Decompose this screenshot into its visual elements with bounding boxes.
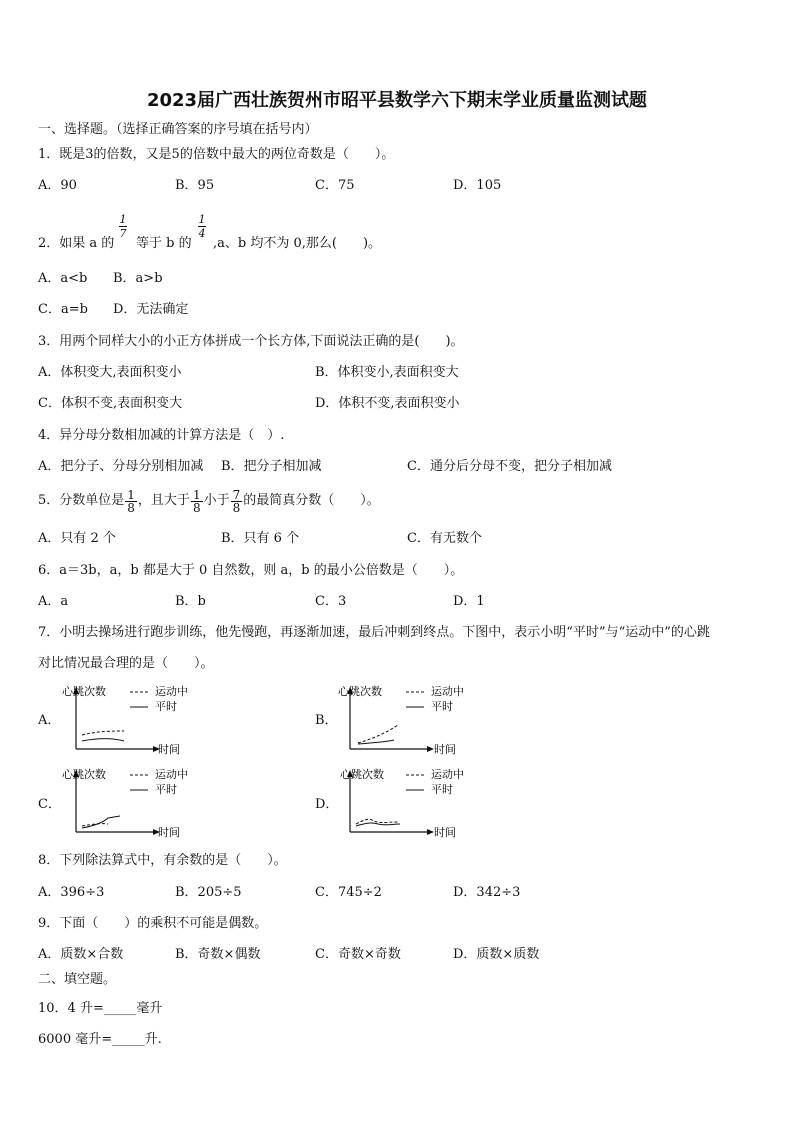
section-heading-fill: 二、填空题。 [38, 972, 117, 987]
q5-fraction-unit: $\frac{1}{8}$ [127, 487, 135, 515]
q7-graph-a [58, 683, 198, 759]
q5-text-4: 的最简真分数（ ）。 [243, 493, 380, 508]
legend-solid-label: 平时 [155, 700, 177, 713]
q3-option-a: A．体积变大,表面积变小 [38, 365, 182, 380]
q7-graph-b [332, 683, 482, 759]
q2-fraction-2: 1 4 [198, 213, 206, 240]
question-5 [38, 486, 380, 516]
q8-option-d: D．342÷3 [453, 885, 521, 900]
y-axis-label: 心跳次数 [340, 768, 384, 781]
legend-solid-label: 平时 [155, 783, 177, 796]
question-4: 4．异分母分数相加减的计算方法是（ ）. [38, 428, 285, 443]
y-axis-label: 心跳次数 [62, 768, 106, 781]
series-normal-line [356, 823, 400, 826]
q5-text-3: 小于 [203, 493, 230, 508]
x-axis-arrow-icon [427, 829, 434, 835]
q5-fraction-upper: $\frac{7}{8}$ [232, 487, 241, 515]
q7-option-b-label: B． [315, 713, 338, 728]
q9-option-a: A．质数×合数 [38, 947, 124, 962]
question-8: 8．下列除法算式中，有余数的是（ ）。 [38, 853, 287, 868]
q3-option-b: B．体积变小,表面积变大 [315, 365, 459, 380]
q3-option-d: D．体积不变,表面积变小 [315, 396, 460, 411]
series-normal-line [358, 740, 394, 744]
question-7-line-2: 对比情况最合理的是（ ）。 [38, 656, 214, 671]
q2-option-b: B．a>b [113, 271, 163, 286]
q5-option-c: C．有无数个 [407, 531, 482, 546]
legend-dashed-label: 运动中 [155, 768, 188, 781]
q6-option-a: A．a [38, 594, 69, 609]
question-7-line-1: 7．小明去操场进行跑步训练，他先慢跑，再逐渐加速，最后冲刺到终点。下图中，表示小明“平时”与“运动中”的心跳 [38, 625, 710, 640]
q7-option-c-label: C． [38, 797, 61, 812]
legend-dashed-label: 运动中 [431, 685, 464, 698]
q1-option-a: A．90 [38, 178, 77, 193]
x-axis-label: 时间 [434, 743, 456, 756]
page-title: 2023届广西壮族贺州市昭平县数学六下期末学业质量监测试题 [146, 90, 648, 111]
q5-text-2: ，且大于 [137, 493, 190, 508]
question-2-suffix: ,a、b 均不为 0,那么( )。 [213, 236, 382, 251]
q7-option-a-label: A． [38, 713, 61, 728]
q4-option-a: A．把分子、分母分别相加减 [38, 459, 204, 474]
q4-option-c: C．通分后分母不变，把分子相加减 [407, 459, 612, 474]
q2-option-c: C．a=b [38, 302, 88, 317]
question-1: 1．既是3的倍数，又是5的倍数中最大的两位奇数是（ ）。 [38, 147, 395, 162]
question-2-prefix: 2．如果 a 的 [38, 236, 115, 251]
q1-option-d: D．105 [453, 178, 502, 193]
question-3: 3．用两个同样大小的小正方体拼成一个长方体,下面说法正确的是( )。 [38, 334, 464, 349]
q5-option-a: A．只有 2 个 [38, 531, 116, 546]
x-axis-label: 时间 [158, 826, 180, 839]
q7-graph-c [58, 766, 198, 842]
series-exercise-line [82, 731, 124, 735]
question-10-line-1: 10．4 升=_____毫升 [38, 1001, 163, 1016]
legend-solid-label: 平时 [431, 783, 453, 796]
q2-fraction-1: 1 7 [119, 213, 127, 240]
section-heading-choice: 一、选择题。（选择正确答案的序号填在括号内） [38, 122, 318, 137]
q2-option-d: D．无法确定 [113, 302, 189, 317]
q7-option-d-label: D． [315, 797, 339, 812]
series-normal-line [82, 816, 120, 828]
q7-graph-d [332, 766, 482, 842]
legend-dashed-label: 运动中 [431, 768, 464, 781]
legend-solid-label: 平时 [431, 700, 453, 713]
q5-text-1: 5．分数单位是 [38, 493, 125, 508]
q9-option-b: B．奇数×偶数 [175, 947, 261, 962]
q6-option-b: B．b [175, 594, 206, 609]
q1-option-b: B．95 [175, 178, 215, 193]
question-10-line-2: 6000 毫升=_____升. [38, 1032, 162, 1047]
question-6: 6．a＝3b，a，b 都是大于 0 自然数，则 a，b 的最小公倍数是（ ）。 [38, 563, 464, 578]
q4-option-b: B．把分子相加减 [221, 459, 322, 474]
q6-option-c: C．3 [315, 594, 347, 609]
q1-option-c: C．75 [315, 178, 355, 193]
legend-dashed-label: 运动中 [155, 685, 188, 698]
series-normal-line [82, 739, 124, 741]
question-2-mid: 等于 b 的 [136, 236, 192, 251]
y-axis-label: 心跳次数 [62, 685, 106, 698]
q8-option-c: C．745÷2 [315, 885, 382, 900]
question-9: 9．下面（ ）的乘积不可能是偶数。 [38, 916, 268, 931]
q8-option-a: A．396÷3 [38, 885, 105, 900]
q3-option-c: C．体积不变,表面积变大 [38, 396, 183, 411]
x-axis-arrow-icon [427, 746, 434, 752]
x-axis-label: 时间 [158, 743, 180, 756]
q5-option-b: B．只有 6 个 [221, 531, 300, 546]
q5-fraction-lower: $\frac{1}{8}$ [192, 487, 201, 515]
q8-option-b: B．205÷5 [175, 885, 242, 900]
q2-option-a: A．a<b [38, 271, 88, 286]
q9-option-d: D．质数×质数 [453, 947, 540, 962]
y-axis-label: 心跳次数 [338, 685, 382, 698]
q9-option-c: C．奇数×奇数 [315, 947, 401, 962]
q6-option-d: D．1 [453, 594, 485, 609]
x-axis-label: 时间 [434, 826, 456, 839]
